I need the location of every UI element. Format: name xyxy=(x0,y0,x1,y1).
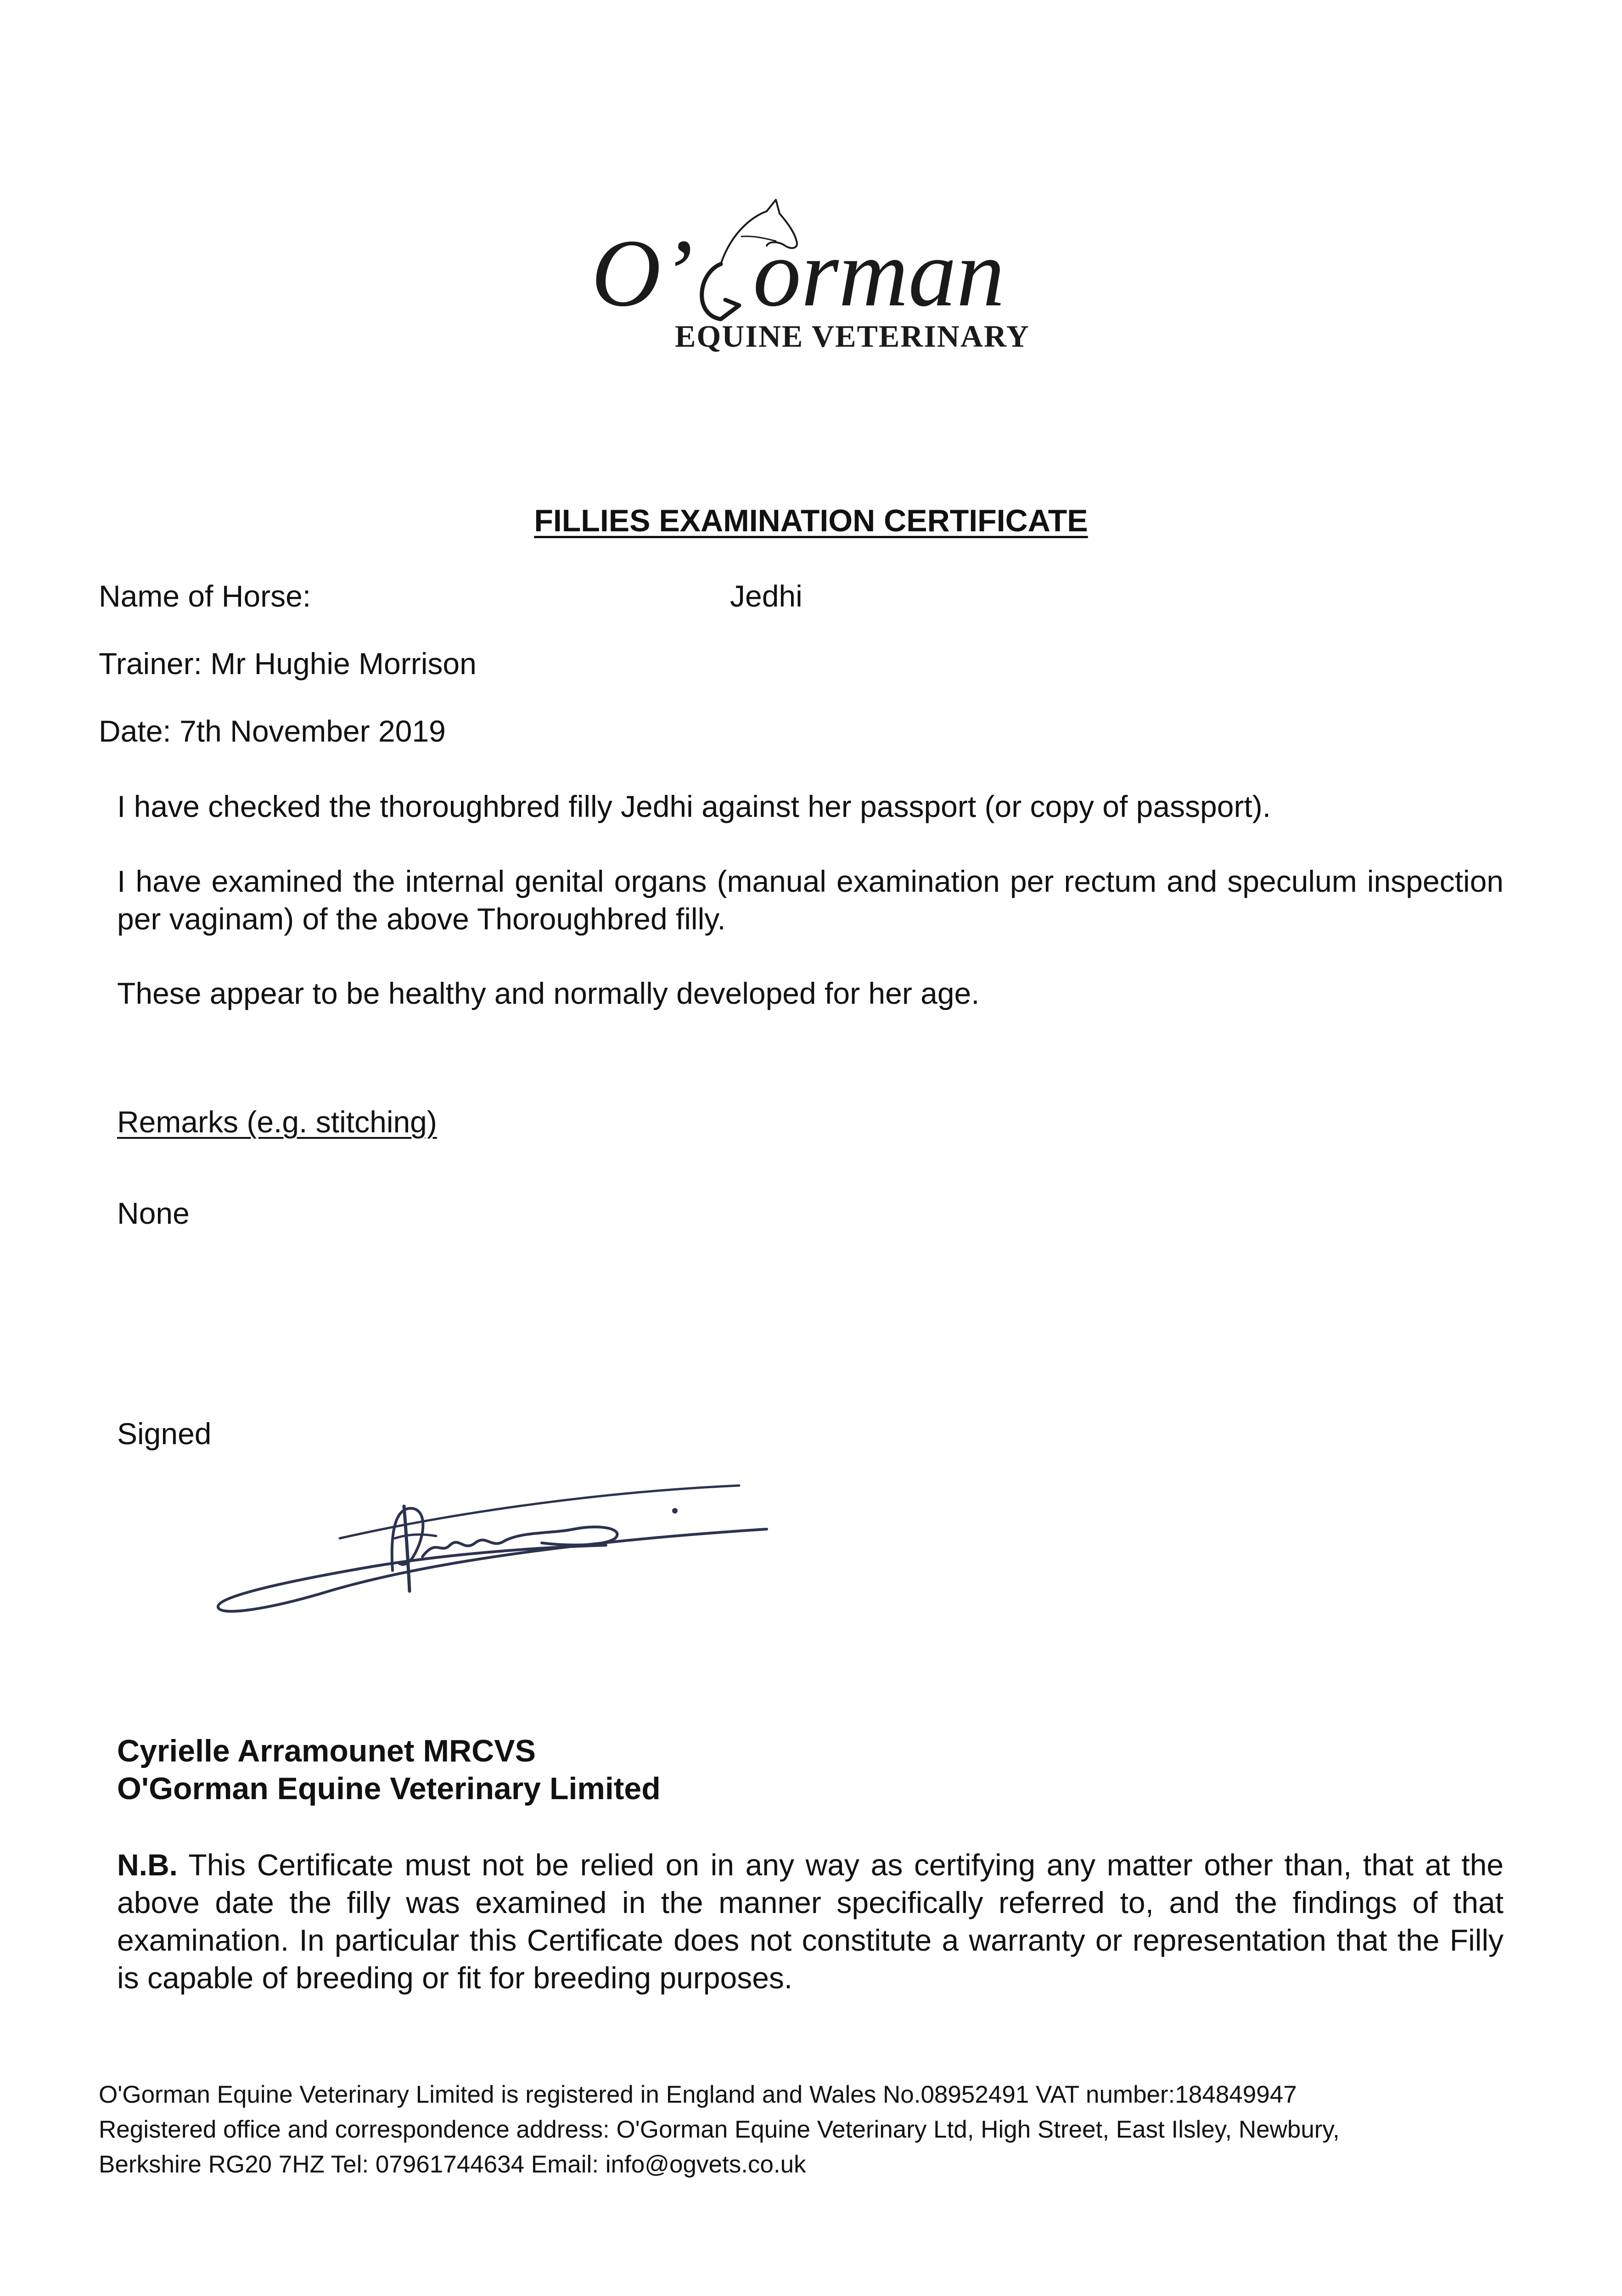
certificate-title: FILLIES EXAMINATION CERTIFICATE xyxy=(534,503,1088,538)
remarks-value: None xyxy=(117,1196,190,1230)
company-logo xyxy=(583,181,1042,365)
logo-letter-o: O’ xyxy=(591,220,693,326)
handwritten-signature xyxy=(211,1465,780,1630)
trainer-line: Trainer: Mr Hughie Morrison xyxy=(99,647,477,681)
date-line: Date: 7th November 2019 xyxy=(99,714,446,748)
footer-registration-line: O'Gorman Equine Veterinary Limited is registered in England and Wales No.08952491 VAT number:184849947 xyxy=(99,2081,1297,2108)
disclaimer-paragraph xyxy=(117,1846,1504,1997)
logo-word-orman: orman xyxy=(753,220,1005,326)
findings-paragraph: These appear to be healthy and normally developed for her age. xyxy=(117,976,980,1010)
signed-label: Signed xyxy=(117,1417,212,1451)
signatory-company: O'Gorman Equine Veterinary Limited xyxy=(117,1771,661,1806)
horse-name-value: Jedhi xyxy=(730,579,803,613)
horse-name-label: Name of Horse: xyxy=(99,579,311,613)
signatory-name: Cyrielle Arramounet MRCVS xyxy=(117,1733,536,1768)
logo-tagline: EQUINE VETERINARY xyxy=(675,319,1030,354)
footer-address-line: Registered office and correspondence address: O'Gorman Equine Veterinary Ltd, High Street, East Ilsley, Newbury, xyxy=(99,2116,1340,2143)
disclaimer-label: N.B. xyxy=(117,1848,178,1882)
remarks-heading: Remarks (e.g. stitching) xyxy=(117,1105,437,1139)
footer-contact-line: Berkshire RG20 7HZ Tel: 07961744634 Email: info@ogvets.co.uk xyxy=(99,2151,806,2178)
examination-paragraph: I have examined the internal genital organs (manual examination per rectum and speculum inspection per vaginam) of the above Thoroughbred filly. xyxy=(117,864,1504,936)
passport-check-paragraph: I have checked the thoroughbred filly Jedhi against her passport (or copy of passport). xyxy=(117,789,1271,823)
disclaimer-text: This Certificate must not be relied on in any way as certifying any matter other than, that at the above date the filly was examined in the manner specifically referred to, and the findings of that examination. In particular this Certificate does not constitute a warranty or representation that the Filly is capable of breeding or fit for breeding purposes. xyxy=(117,1848,1504,1995)
